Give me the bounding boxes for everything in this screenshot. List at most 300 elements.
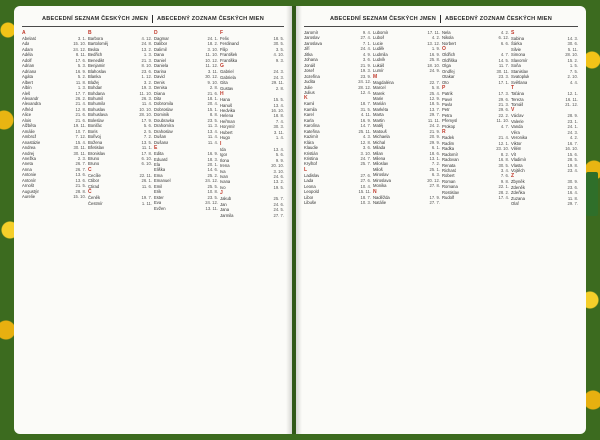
section-letter: E: [154, 145, 158, 152]
name-date: 22. 7.: [429, 79, 440, 85]
name-text: Radka: [442, 146, 455, 152]
name-text: Adriana: [22, 68, 37, 74]
name-text: Dominik: [154, 112, 170, 118]
name-date: 10. 7.: [75, 128, 86, 134]
name-date: 18. 7.: [360, 101, 371, 107]
name-text: Ondřej: [442, 68, 455, 74]
name-date: 31. 5.: [360, 106, 371, 112]
name-date: 14. 5.: [498, 57, 509, 63]
name-date: 17. 8.: [141, 150, 152, 156]
name-date: 28. 5.: [567, 157, 578, 163]
name-text: Abelard: [22, 36, 37, 41]
name-date: 14. 6.: [207, 167, 218, 173]
section-letter: A: [22, 30, 26, 36]
name-text: Alfréd: [22, 106, 33, 112]
name-date: 3. 10.: [207, 46, 218, 52]
name-date: 27. 6.: [360, 172, 371, 178]
name-text: Gita: [220, 80, 228, 86]
name-text: Natálie: [373, 200, 387, 206]
name-text: Daniel: [154, 57, 166, 63]
right-page: [296, 6, 586, 434]
name-date: 24. 4.: [360, 46, 371, 52]
name-row: [154, 206, 218, 211]
name-date: 24. 12.: [205, 178, 218, 184]
name-text: Andrej: [22, 150, 35, 156]
name-text: Renata: [442, 162, 456, 168]
name-column: [22, 30, 86, 426]
name-text: Heřman: [220, 118, 235, 124]
name-text: Horymír: [220, 124, 235, 130]
name-text: Patrik: [442, 91, 453, 97]
name-date: 11. 6.: [141, 183, 152, 189]
name-column: [442, 30, 509, 426]
name-text: Blanka: [88, 74, 101, 80]
name-text: Lucie: [373, 40, 384, 46]
name-text: Adolf: [22, 57, 32, 63]
name-text: Karolína: [304, 123, 320, 129]
name-date: 7. 1.: [362, 40, 371, 46]
name-date: 16. 11.: [565, 96, 578, 102]
name-text: Leona: [304, 183, 316, 189]
name-date: 17. 1.: [498, 79, 509, 85]
name-text: Světlana: [511, 79, 528, 85]
name-date: 20. 10.: [271, 163, 284, 169]
name-date: 11. 1.: [141, 145, 152, 151]
name-date: 18. 5.: [273, 36, 284, 41]
name-text: Gustav: [220, 85, 234, 91]
name-date: 13. 4.: [273, 146, 284, 152]
name-date: 20. 1.: [207, 161, 218, 167]
name-text: David: [154, 74, 165, 80]
name-date: 23. 4.: [567, 167, 578, 173]
name-date: 19. 7.: [141, 195, 152, 201]
name-text: Jaroslav: [304, 35, 320, 41]
name-date: 20. 9.: [429, 134, 440, 140]
name-date: 24. 6.: [273, 201, 284, 207]
name-date: 5. 2.: [77, 74, 86, 80]
name-date: 11. 4.: [207, 139, 218, 145]
name-row: [22, 194, 86, 199]
name-text: Bořivoj: [88, 134, 101, 140]
name-text: Radim: [442, 140, 455, 146]
name-date: 4. 9.: [362, 51, 371, 57]
name-text: Nikola: [442, 35, 454, 41]
name-row: [220, 213, 284, 218]
name-text: Edita: [154, 151, 164, 157]
name-date: 5. 8.: [431, 85, 440, 91]
name-text: Dušan: [154, 134, 167, 140]
name-date: 5. 6.: [143, 123, 152, 129]
name-text: Ivan: [220, 173, 228, 179]
name-date: 18. 8.: [273, 113, 284, 119]
name-date: 30. 9.: [567, 179, 578, 185]
name-date: 6. 10.: [141, 161, 152, 167]
name-text: Matouš: [373, 128, 387, 134]
name-text: Irena: [220, 163, 230, 169]
name-date: 25. 11.: [358, 128, 371, 134]
name-date: 4. 2.: [431, 35, 440, 41]
name-date: 23. 10.: [496, 146, 509, 152]
name-date: 22. 1.: [498, 184, 509, 190]
name-date: 3. 11.: [207, 68, 218, 74]
name-date: 30. 11.: [73, 145, 86, 151]
name-date: 29. 11.: [271, 80, 284, 86]
name-date: 23. 6.: [567, 184, 578, 190]
name-text: Aleš: [22, 90, 31, 96]
name-text: Boleslav: [88, 117, 104, 123]
name-date: 3. 10.: [360, 150, 371, 156]
name-date: 30. 11.: [73, 150, 86, 156]
name-date: 10. 4.: [360, 183, 371, 189]
name-date: 24. 12.: [73, 46, 86, 52]
name-text: Bartoloměj: [88, 41, 109, 47]
header-separator: [152, 15, 153, 23]
name-date: 11. 10.: [139, 90, 152, 96]
name-text: Dita: [154, 95, 162, 101]
name-date: 11. 4.: [141, 101, 152, 107]
name-date: 4. 7.: [500, 123, 509, 129]
name-text: Petra: [442, 112, 453, 118]
name-date: 24. 7.: [360, 155, 371, 161]
name-date: 2. 8.: [209, 85, 218, 91]
name-date: 16. 9.: [207, 151, 218, 157]
name-date: 21. 9.: [360, 62, 371, 68]
name-date: 20. 12.: [427, 177, 440, 183]
name-date: 28. 2.: [498, 189, 509, 195]
name-date: 28. 10.: [139, 112, 152, 118]
name-date: 13. 6.: [75, 172, 86, 178]
name-date: 1. 12.: [141, 74, 152, 80]
name-date: 10. 10.: [139, 106, 152, 112]
name-date: 25. 1.: [429, 166, 440, 172]
name-text: Vojtěch: [511, 167, 525, 173]
name-text: Petr: [442, 107, 450, 113]
name-date: 1. 11.: [141, 200, 152, 206]
name-text: Doubravka: [154, 117, 175, 123]
name-date: 17. 7.: [75, 90, 86, 96]
name-date: 24. 3.: [273, 69, 284, 75]
name-date: 15. 1.: [207, 106, 218, 112]
name-text: Ivo: [220, 184, 226, 190]
name-text: Jana: [220, 207, 230, 213]
name-date: 11. 12.: [205, 63, 218, 69]
name-date: 13. 5.: [141, 139, 152, 145]
name-text: Prokop: [442, 123, 456, 129]
name-text: Soňa: [511, 63, 521, 69]
name-date: 17. 9.: [141, 117, 152, 123]
name-date: 25. 5.: [207, 183, 218, 189]
name-date: 4. 3.: [362, 134, 371, 140]
name-date: 8. 11.: [75, 52, 86, 58]
name-text: Felix: [220, 36, 229, 41]
name-text: Miroslav: [373, 172, 389, 178]
name-text: Milan: [373, 150, 384, 156]
name-text: Ambrož: [22, 134, 37, 140]
name-date: 24. 3.: [567, 129, 578, 135]
name-text: Aurelie: [22, 194, 36, 200]
name-date: 2. 5.: [143, 128, 152, 134]
name-date: 4. 7.: [500, 52, 509, 58]
section-letter: J: [220, 190, 223, 197]
name-text: Ctirad: [88, 183, 100, 189]
name-date: 24. 9.: [429, 68, 440, 74]
name-date: 24. 1.: [207, 36, 218, 41]
name-date: 28. 12.: [358, 84, 371, 90]
section-letter: P: [442, 85, 446, 92]
name-text: Adrian: [22, 63, 35, 69]
name-text: Blažej: [88, 79, 100, 85]
name-text: Zdeněk: [511, 184, 525, 190]
name-text: Otakar: [442, 74, 455, 80]
name-text: Evžen: [154, 205, 166, 211]
name-text: Leopold: [304, 189, 319, 195]
name-text: Emil: [154, 183, 163, 189]
name-text: Nela: [442, 30, 451, 35]
name-text: Ela: [154, 161, 161, 167]
name-text: Milena: [373, 155, 386, 161]
name-date: 11. 4.: [207, 134, 218, 140]
left-name-columns: [22, 30, 284, 426]
name-date: 17. 3.: [498, 91, 509, 97]
name-date: 19. 3.: [360, 68, 371, 74]
name-date: 24. 5.: [273, 207, 284, 213]
name-date: 26. 2.: [75, 95, 86, 101]
name-text: Tomáš: [511, 101, 524, 107]
name-row: [511, 201, 578, 206]
name-date: 18. 5.: [429, 101, 440, 107]
name-date: 2. 8.: [275, 85, 284, 91]
section-letter: F: [220, 30, 224, 36]
name-date: 10. 12.: [205, 57, 218, 63]
name-text: Kryštof: [304, 161, 318, 167]
name-row: [373, 200, 440, 205]
header-rule: [304, 26, 578, 27]
section-letter: D: [154, 30, 158, 36]
name-date: 5. 3.: [77, 63, 86, 69]
name-date: 18. 7.: [360, 194, 371, 200]
name-date: 6. 6.: [500, 40, 509, 46]
name-date: 7. 12.: [75, 134, 86, 140]
name-date: 11. 8.: [567, 195, 578, 201]
name-text: Darina: [154, 68, 167, 74]
name-date: 21. 4.: [498, 135, 509, 141]
name-text: Radovan: [442, 157, 459, 163]
name-date: 11. 10.: [205, 52, 218, 58]
name-date: 4. 2.: [569, 135, 578, 141]
name-text: Monika: [373, 183, 387, 189]
name-date: 4. 10.: [273, 52, 284, 58]
name-date: 17. 9.: [429, 194, 440, 200]
name-date: 3. 1.: [77, 36, 86, 41]
name-text: Ada: [22, 41, 30, 47]
name-text: Benedikt: [88, 57, 105, 63]
name-text: Gabriel: [220, 69, 234, 75]
name-text: Bohuslav: [88, 106, 106, 112]
name-text: Emanuel: [154, 178, 171, 184]
name-date: 1. 3.: [143, 52, 152, 58]
name-text: Judita: [304, 79, 316, 85]
name-date: 3. 2.: [143, 79, 152, 85]
name-text: Ludmila: [373, 51, 388, 57]
name-date: 29. 6.: [498, 96, 509, 102]
section-letter: L: [304, 166, 308, 173]
name-date: 25. 7.: [273, 196, 284, 202]
name-date: 21. 4.: [75, 101, 86, 107]
name-date: 12. 1.: [498, 140, 509, 146]
name-text: Ladislav: [304, 172, 320, 178]
name-date: 11. 7.: [498, 63, 509, 69]
name-text: Oto: [442, 79, 449, 85]
name-text: Kazimír: [304, 134, 319, 140]
section-letter: O: [442, 46, 446, 53]
name-text: Daniela: [154, 63, 169, 69]
name-text: Slavomír: [511, 57, 528, 63]
name-date: 9. 3.: [275, 57, 284, 63]
name-date: 23. 1.: [567, 118, 578, 124]
name-text: Iva: [220, 168, 226, 174]
name-column: [88, 30, 152, 426]
name-text: Miloš: [373, 166, 383, 172]
name-text: Sabina: [511, 36, 525, 41]
name-date: 22. 11.: [139, 172, 152, 178]
name-text: Cecílie: [88, 172, 101, 178]
name-date: 9. 9.: [275, 157, 284, 163]
name-text: Dalimil: [154, 46, 167, 52]
name-text: Dobroslav: [154, 106, 173, 112]
name-text: Olaf: [511, 201, 519, 207]
name-date: 24. 1.: [567, 124, 578, 130]
section-letter: N: [373, 188, 377, 195]
name-text: Hedvika: [220, 107, 236, 113]
name-text: Dagmar: [154, 36, 169, 41]
name-text: Helena: [220, 113, 234, 119]
name-date: 27. 7.: [273, 212, 284, 218]
name-text: Diana: [154, 90, 165, 96]
name-text: Pavel: [442, 96, 453, 102]
name-date: 16. 9.: [429, 51, 440, 57]
name-text: Johana: [304, 57, 318, 63]
name-text: Vanda: [511, 124, 523, 130]
name-text: Jonáš: [304, 62, 316, 68]
name-date: 28. 8.: [75, 188, 86, 194]
name-text: Vít: [511, 151, 517, 157]
name-date: 23. 6.: [141, 68, 152, 74]
name-text: Norbert: [442, 40, 456, 46]
name-text: Kateřina: [304, 128, 320, 134]
name-date: 15. 4.: [75, 139, 86, 145]
name-date: 18. 2.: [207, 41, 218, 47]
name-date: 26. 7.: [75, 161, 86, 167]
name-date: 17. 6.: [75, 57, 86, 63]
section-letter: C: [88, 166, 92, 173]
name-text: Boris: [88, 128, 98, 134]
name-column: [373, 30, 440, 426]
name-date: 28. 10.: [565, 52, 578, 58]
name-text: Gabriela: [220, 74, 236, 80]
name-text: Denis: [154, 79, 165, 85]
name-date: 13. 4.: [207, 128, 218, 134]
name-text: Hanuš: [220, 102, 233, 108]
name-date: 21. 9.: [429, 128, 440, 134]
name-text: Radomír: [442, 151, 459, 157]
name-date: 9. 4.: [362, 30, 371, 35]
name-date: 3. 6.: [362, 145, 371, 151]
name-date: 25. 8.: [429, 57, 440, 63]
name-text: Ilona: [220, 157, 230, 163]
name-text: Ferdinand: [220, 41, 239, 47]
name-text: Robert: [442, 173, 455, 179]
name-date: 1. 4.: [275, 135, 284, 141]
name-text: Anastázie: [22, 139, 41, 145]
name-date: 11. 3.: [207, 123, 218, 129]
name-text: Michal: [373, 139, 386, 145]
name-date: 6. 10.: [141, 155, 152, 161]
name-date: 24. 12.: [205, 200, 218, 206]
name-text: Richard: [442, 167, 457, 173]
left-page-header: [22, 14, 284, 24]
name-date: 18. 1.: [207, 95, 218, 101]
name-date: 29. 7.: [429, 112, 440, 118]
section-letter: Č: [88, 189, 92, 196]
name-date: 3. 5.: [275, 46, 284, 52]
name-date: 25. 4.: [429, 90, 440, 96]
name-date: 3. 10.: [273, 168, 284, 174]
name-date: 8. 10.: [141, 63, 152, 69]
name-date: 11. 8.: [75, 79, 86, 85]
name-text: Svatopluk: [511, 74, 530, 80]
name-date: 15. 2.: [567, 57, 578, 63]
name-text: Bronislav: [88, 150, 106, 156]
name-text: Drahoslav: [154, 128, 173, 134]
name-text: Veronika: [511, 135, 528, 141]
name-date: 19. 8.: [567, 162, 578, 168]
name-date: 27. 7.: [429, 200, 440, 206]
name-text: Bohumil: [88, 95, 104, 101]
name-text: Amálie: [22, 128, 35, 134]
name-text: Dušana: [154, 139, 169, 145]
name-date: 24. 3.: [273, 74, 284, 80]
name-date: 23. 9.: [360, 73, 371, 79]
name-date: 27. 4.: [360, 35, 371, 41]
name-text: Igor: [220, 152, 228, 158]
name-text: Marie: [373, 95, 384, 101]
name-text: Antonín: [22, 177, 37, 183]
name-text: Kristina: [304, 155, 318, 161]
name-text: Ivana: [220, 179, 231, 185]
name-date: 16. 10.: [565, 146, 578, 152]
name-text: Hana: [220, 97, 231, 103]
name-date: 6. 12.: [498, 35, 509, 41]
name-text: Barbora: [88, 36, 103, 41]
name-text: Oldřich: [442, 52, 456, 58]
name-text: Andrea: [22, 145, 36, 151]
name-date: 12. 8.: [360, 139, 371, 145]
name-date: 13. 11.: [205, 205, 218, 211]
name-date: 15. 5.: [273, 97, 284, 103]
name-text: Marta: [373, 112, 384, 118]
name-date: 19. 11.: [73, 123, 86, 129]
name-date: 13. 6.: [75, 177, 86, 183]
header-rule: [22, 26, 284, 27]
name-text: Silvie: [511, 46, 522, 52]
name-text: Jarmila: [220, 212, 234, 218]
right-header-slovak: ABECEDNÝ ZOZNAM ČESKÝCH MIEN: [445, 16, 552, 22]
name-date: 18. 6.: [429, 150, 440, 156]
name-text: Agáta: [22, 74, 33, 80]
name-date: 24. 2.: [429, 123, 440, 129]
name-date: 9. 10.: [207, 79, 218, 85]
name-text: Ema: [154, 172, 163, 178]
